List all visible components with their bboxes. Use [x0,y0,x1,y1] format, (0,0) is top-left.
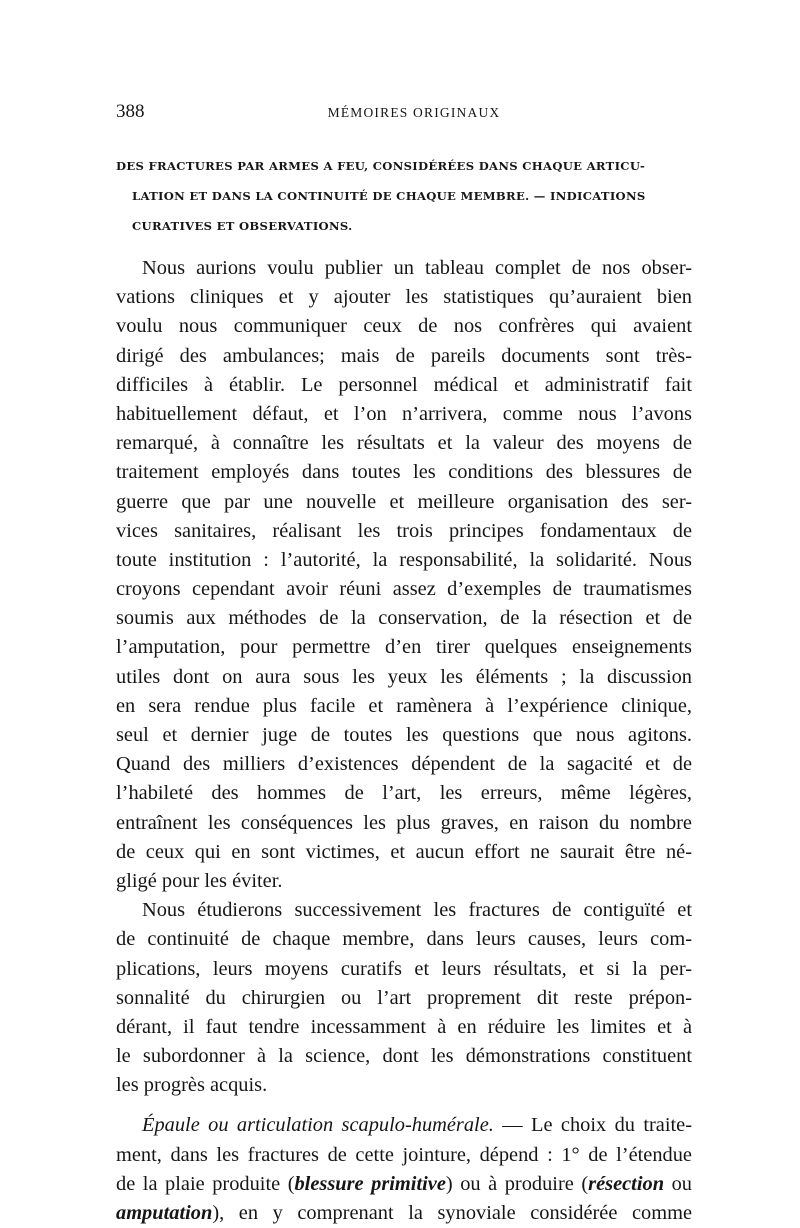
text-line: difficiles à établir. Le personnel médical et administratif fait [116,373,692,396]
section-title-shoulder: Épaule ou articulation scapulo-humérale. [142,1114,494,1137]
text-run: ) ou à produire ( [445,1172,589,1195]
text-run: — Le choix du traite- [493,1114,693,1137]
text-line: l’habileté des hommes de l’art, les erreurs, même légères, [116,782,692,805]
text-line: de ceux qui en sont victimes, et aucun effort ne saurait être né- [116,840,692,863]
text-line: soumis aux méthodes de la conservation, de la résection et de [116,607,692,630]
text-line: guerre que par une nouvelle et meilleure organisation des ser- [116,490,692,513]
text-line: habituellement défaut, et l’on n’arrivera, comme nous l’avons [116,402,692,425]
text-line: vices sanitaires, réalisant les trois principes fondamentaux de [116,519,692,542]
text-run: ), en y comprenant la synoviale considérée comme [212,1202,692,1224]
text-line: ment, dans les fractures de cette jointure, dépend : 1° de l’étendue [116,1143,692,1166]
text-line: dérant, il faut tendre incessamment à en réduire les limites et à [116,1015,692,1038]
text-line [116,1199,692,1228]
text-line: de continuité de chaque membre, dans leurs causes, leurs com- [116,928,692,951]
text-line: toute institution : l’autorité, la responsabilité, la solidarité. Nous [116,548,692,571]
text-line: croyons cependant avoir réuni assez d’exemples de traumatismes [116,578,692,601]
subheading-line: DES FRACTURES PAR ARMES A FEU, CONSIDÉRÉES DANS CHAQUE ARTICU- [116,159,646,173]
text-line [116,1170,692,1199]
section-subheading [116,151,688,241]
text-line: seul et dernier juge de toutes les questions que nous agitons. [116,724,692,746]
text-line: vations cliniques et y ajouter les statistiques qu’auraient bien [116,286,692,309]
text-line: plications, leurs moyens curatifs et leurs résultats, et si la per- [116,957,692,980]
paragraph-2 [116,896,692,1100]
text-line: l’amputation, pour permettre d’en tirer quelques enseignements [116,636,692,659]
page-header [116,101,682,125]
text-line: entraînent les conséquences les plus graves, en raison du nombre [116,811,692,834]
text-line [116,1111,692,1140]
text-line: gligé pour les éviter. [116,869,283,892]
text-line: remarqué, à connaître les résultats et la valeur des moyens de [116,432,692,455]
italic-term: amputation [116,1202,213,1224]
text-line: dirigé des ambulances; mais de pareils documents sont très- [116,344,692,367]
body-text [116,254,692,1228]
text-run: de la plaie produite ( [116,1172,295,1195]
italic-term: blessure primitive [294,1172,446,1195]
text-line: Nous étudierons successivement les fractures de contiguïté et [142,899,692,922]
text-line: en sera rendue plus facile et ramènera à l’expérience clinique, [116,694,692,717]
text-run: ou [664,1172,692,1195]
text-line: voulu nous communiquer ceux de nos confrères qui avaient [116,315,692,338]
page-number: 388 [116,101,145,122]
text-line: utiles dont on aura sous les yeux les éléments ; la discussion [116,665,692,688]
subheading-line: CURATIVES ET OBSERVATIONS. [132,219,353,233]
text-line: Quand des milliers d’existences dépendent de la sagacité et de [116,753,692,776]
italic-term: résection [588,1172,665,1195]
paragraph-3 [116,1111,692,1228]
running-head: MÉMOIRES ORIGINAUX [327,105,501,120]
text-line: sonnalité du chirurgien ou l’art proprement dit reste prépon- [116,986,692,1009]
text-line: Nous aurions voulu publier un tableau complet de nos obser- [142,257,692,279]
text-line: traitement employés dans toutes les conditions des blessures de [116,461,692,484]
text-line: les progrès acquis. [116,1074,268,1097]
paragraph-1 [116,254,692,896]
subheading-line: LATION ET DANS LA CONTINUITÉ DE CHAQUE MEMBRE. — INDICATIONS [132,189,646,203]
text-line: le subordonner à la science, dont les démonstrations constituent [116,1045,692,1068]
